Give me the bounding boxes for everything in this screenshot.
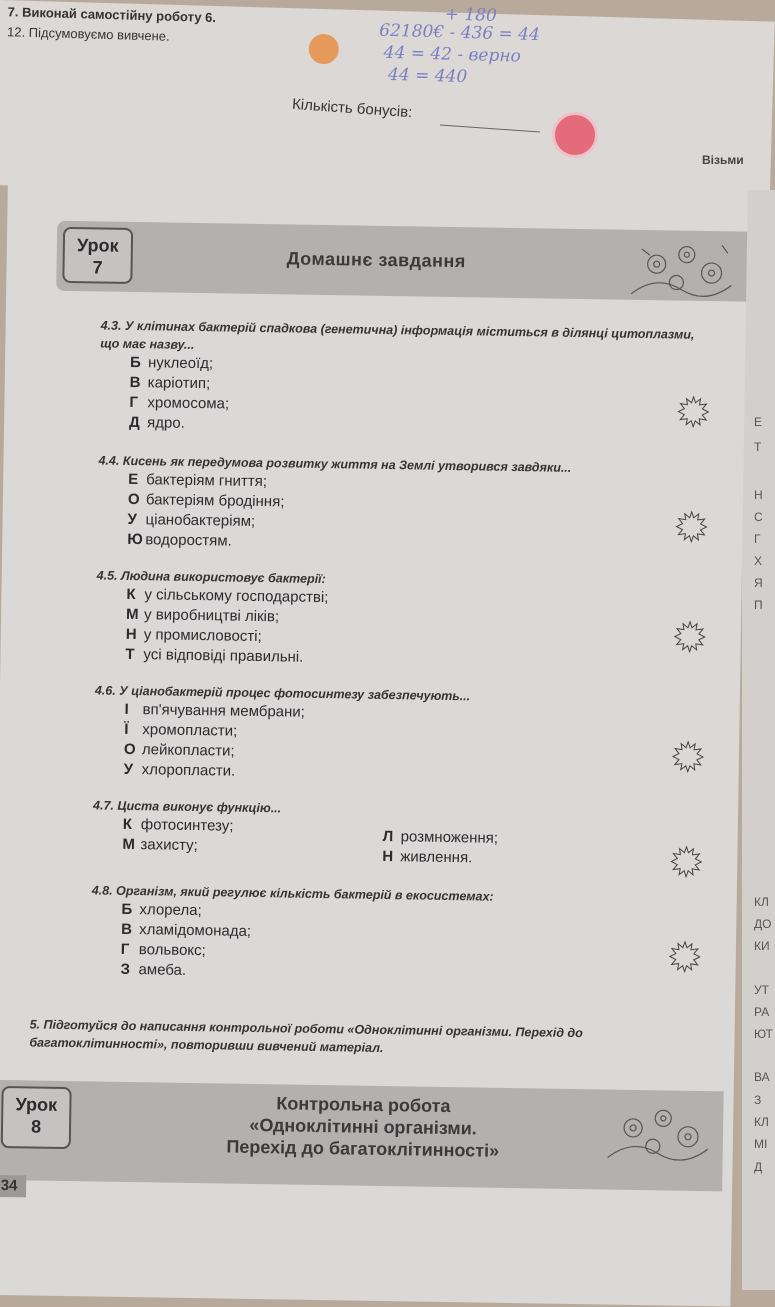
answer-option: Б хлорела; [121,900,202,920]
workbook-page [0,175,748,1306]
top-line-1: 7. Виконай самостійну роботу 6. [7,4,217,26]
answer-star-icon[interactable] [674,621,706,653]
answer-option: Г вольвокс; [120,940,206,960]
answer-star-icon[interactable] [677,396,709,428]
lesson8-number: 8 [30,1116,42,1137]
lesson7-title: Домашнє завдання [286,248,467,272]
next-page-fragment: ВА [754,1070,770,1084]
lesson7-number: 7 [92,257,103,278]
answer-star-icon[interactable] [670,845,702,877]
next-page-fragment: РА [754,1005,770,1019]
answer-option: В хламідомонада; [121,920,252,940]
answer-option: Ї хромопласти; [124,720,238,740]
task-4-5 [95,566,696,673]
flowers-ornament-icon [626,234,737,298]
handwriting-2: 44 = 42 - верно [383,42,522,67]
next-page-fragment: ДО [754,917,772,931]
bonus-label: Кількість бонусів: [291,95,413,122]
task-question: 4.4. Кисень як передумова розвитку життя на Землі утворився завдяки... [98,453,572,475]
lesson8-title-line: Контрольна робота [276,1093,451,1117]
task-4-7 [92,796,693,871]
flowers-ornament-icon [603,1097,714,1161]
next-page-fragment: С [754,510,763,524]
answer-option: В каріотип; [129,373,211,393]
answer-option: Б нуклеоїд; [129,353,214,373]
answer-option: У хлоропласти. [123,760,236,780]
answer-option: К фотосинтезу; [122,815,234,835]
answer-star-icon[interactable] [669,940,701,972]
next-page-fragment: КЛ [754,895,769,909]
task-4-4 [97,451,698,558]
answer-option: У ціанобактеріям; [127,510,256,530]
lesson8-box [1,1086,72,1149]
next-page-fragment: Н [754,488,763,502]
next-page-fragment: Я [754,576,763,590]
next-page-fragment: УТ [754,983,769,997]
answer-option: Н живлення. [382,847,473,867]
handwriting-0: + 180 [444,4,498,26]
top-line-2: 12. Підсумовуємо вивчене. [6,24,170,44]
next-page-fragment: Г [754,532,761,546]
lesson7-box [62,227,133,284]
answer-option: Н у промисловості; [125,625,262,646]
answer-option: Г хромосома; [129,393,230,413]
next-page-fragment: Е [754,415,763,429]
answer-option: Д ядро. [128,413,185,432]
homework-item-5: 5. Підготуйся до написання контрольної роботи «Одноклітинні організми. Перехід до багатоклітинності», повторивши вивчений матеріал. [29,1017,583,1056]
task-question: 4.6. У ціанобактерій процес фотосинтезу забезпечують... [94,683,471,704]
next-page-fragment: Х [754,554,763,568]
next-page-fragment: КЛ [754,1115,769,1129]
next-page-fragment: ЮТ [754,1027,773,1041]
lesson8-banner [0,1080,724,1191]
answer-option: Т усі відповіді правильні. [125,645,304,666]
handwriting-1: 62180€ - 436 = 44 [379,20,541,46]
lesson7-banner [56,221,747,302]
task-question: 4.5. Людина використовує бактерії: [96,568,326,587]
task-4-8 [90,881,691,988]
next-page-fragment: МІ [754,1137,768,1151]
page-number: 34 [0,1175,26,1198]
vizmy-text: Візьми [702,153,744,167]
task-question: 4.7. Циста виконує функцію... [92,798,282,816]
next-page-fragment: Д [754,1160,763,1174]
task-4-3 [99,316,701,441]
answer-option: М у виробництві ліків; [125,605,280,626]
answer-star-icon[interactable] [675,511,707,543]
answer-option: Е бактеріям гниття; [128,470,268,491]
answer-option: І вп'ячування мембрани; [124,700,306,721]
answer-option: З амеба. [120,960,187,979]
lesson8-label: Урок [15,1094,58,1115]
answer-option: О лейкопласти; [123,740,235,760]
next-page-fragment: КИ [754,939,770,953]
handwriting-3: 44 = 440 [387,64,468,88]
lesson8-title [183,1091,544,1163]
answer-star-icon[interactable] [672,741,704,773]
mascot-icon [308,34,339,65]
lesson8-title-line: «Одноклітинні організми. [249,1114,477,1139]
next-page-edge [742,190,775,1290]
answer-option: К у сільському господарстві; [126,585,329,607]
answer-option: Л розмноження; [382,827,499,847]
next-page-fragment: П [754,598,763,612]
next-page-fragment: З [754,1093,762,1107]
answer-option: М захисту; [122,835,198,855]
answer-option: Ю водоростям. [127,530,232,550]
task-4-6 [94,681,695,788]
lesson7-label: Урок [76,235,119,256]
medal-icon [552,112,598,158]
task-question: 4.3. У клітинах бактерій спадкова (генетична) інформація міститься в ділянці цитоплазми, що має назву... [100,318,695,352]
next-page-fragment: Т [754,440,762,454]
answer-option: О бактеріям бродіння; [127,490,285,511]
task-question: 4.8. Організм, який регулює кількість бактерій в екосистемах: [91,883,494,904]
lesson8-title-line: Перехід до багатоклітинності» [226,1136,500,1161]
